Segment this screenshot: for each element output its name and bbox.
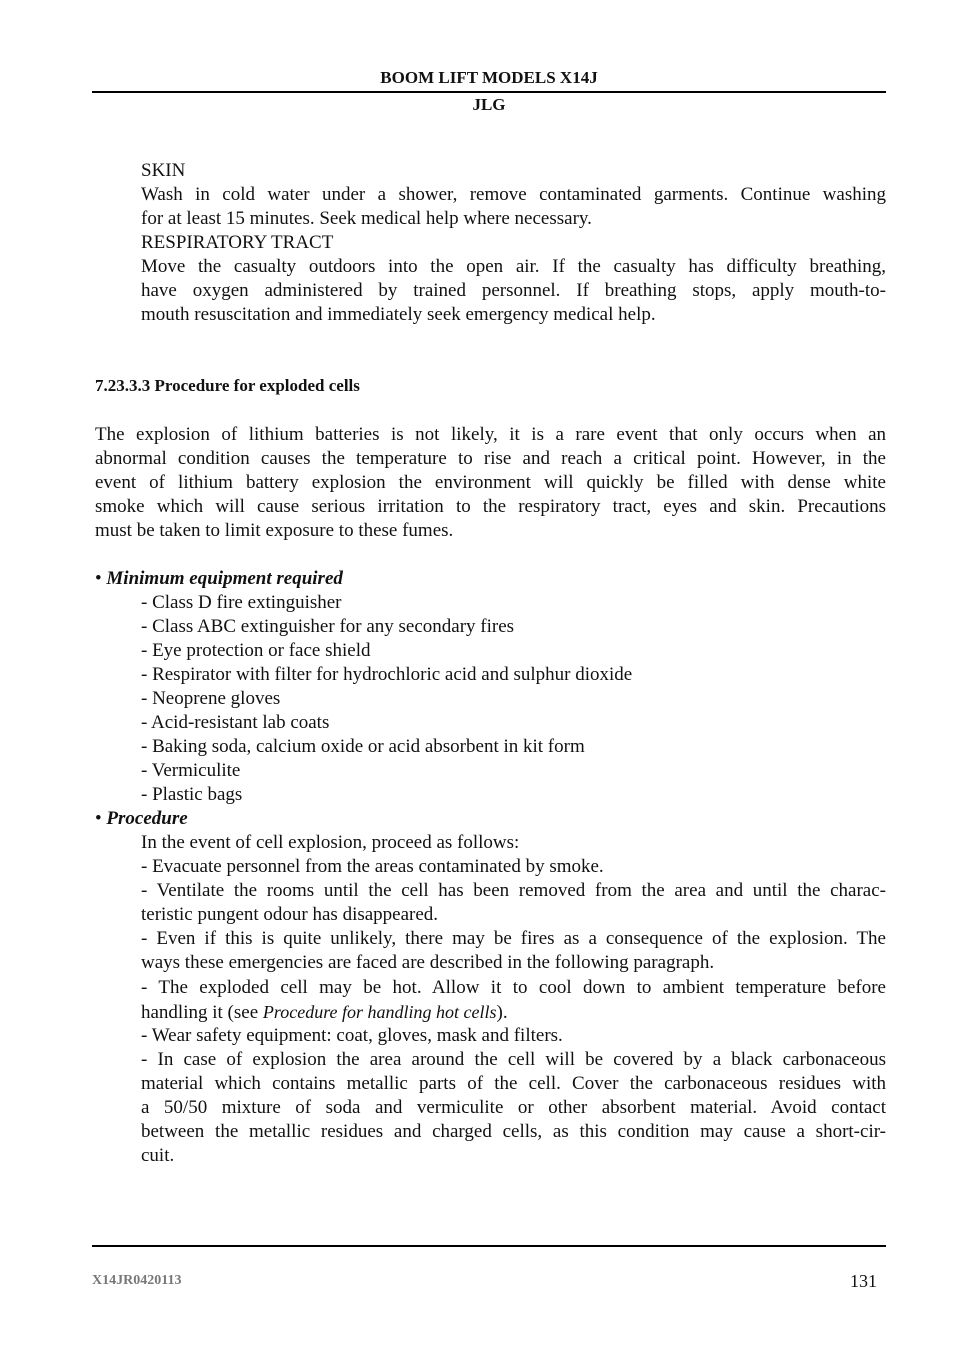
section-heading: 7.23.3.3 Procedure for exploded cells xyxy=(95,376,360,395)
text-line: teristic pungent odour has disappeared. xyxy=(141,904,439,925)
text-line: ways these emergencies are faced are described in the following paragraph. xyxy=(141,952,715,973)
text-line: smoke which will cause serious irritation to the respiratory tract, eyes and skin. Precautions xyxy=(95,496,886,517)
text-line: material which contains metallic parts of the cell. Cover the carbonaceous residues with xyxy=(141,1073,886,1094)
procedure-heading xyxy=(95,807,188,831)
page-number: 131 xyxy=(850,1271,877,1291)
list-item: - Vermiculite xyxy=(141,760,241,781)
list-item: - Plastic bags xyxy=(141,784,243,805)
footer-rule xyxy=(92,1245,886,1247)
list-item: - Baking soda, calcium oxide or acid absorbent in kit form xyxy=(141,736,585,757)
list-item: - Eye protection or face shield xyxy=(141,640,371,661)
text-line: Move the casualty outdoors into the open air. If the casualty has difficulty breathing, xyxy=(141,256,886,277)
list-item: - Class D fire extinguisher xyxy=(141,592,342,613)
text-line: - Even if this is quite unlikely, there may be fires as a consequence of the explosion. The xyxy=(141,928,886,949)
resp-label: RESPIRATORY TRACT xyxy=(141,232,334,253)
text-line: must be taken to limit exposure to these fumes. xyxy=(95,520,454,541)
cross-reference: Procedure for handling hot cells xyxy=(262,1002,497,1022)
text-line xyxy=(141,1000,508,1025)
skin-label: SKIN xyxy=(141,160,186,181)
equipment-label: Minimum equipment required xyxy=(106,568,343,589)
text-line: cuit. xyxy=(141,1145,175,1166)
text-line: abnormal condition causes the temperature to rise and reach a critical point. However, in the xyxy=(95,448,886,469)
text: handling it (see xyxy=(141,1002,263,1023)
text-line: between the metallic residues and charged cells, as this condition may cause a short-cir- xyxy=(141,1121,886,1142)
text-line: - The exploded cell may be hot. Allow it to cool down to ambient temperature before xyxy=(141,977,886,998)
text-line: - Ventilate the rooms until the cell has been removed from the area and until the charac- xyxy=(141,880,886,901)
text-line: - In case of explosion the area around the cell will be covered by a black carbonaceous xyxy=(141,1049,886,1070)
doc-code: X14JR0420113 xyxy=(92,1273,182,1288)
header-brand: JLG xyxy=(472,95,506,114)
text-line: In the event of cell explosion, proceed as follows: xyxy=(141,832,520,853)
equipment-heading xyxy=(95,567,343,591)
header-title: BOOM LIFT MODELS X14J xyxy=(380,68,598,87)
text-line: - Wear safety equipment: coat, gloves, mask and filters. xyxy=(141,1025,563,1046)
list-item: - Neoprene gloves xyxy=(141,688,281,709)
bullet: • xyxy=(95,808,102,829)
text-line: mouth resuscitation and immediately seek emergency medical help. xyxy=(141,304,656,325)
procedure-label: Procedure xyxy=(106,808,188,829)
text-line: Wash in cold water under a shower, remove contaminated garments. Continue washing xyxy=(141,184,886,205)
list-item: - Respirator with filter for hydrochloric acid and sulphur dioxide xyxy=(141,664,633,685)
text: ). xyxy=(496,1002,508,1023)
header-rule xyxy=(92,91,886,93)
text-line: have oxygen administered by trained personnel. If breathing stops, apply mouth-to- xyxy=(141,280,886,301)
text-line: The explosion of lithium batteries is not likely, it is a rare event that only occurs when an xyxy=(95,424,886,445)
bullet: • xyxy=(95,568,102,589)
text-line: for at least 15 minutes. Seek medical help where necessary. xyxy=(141,208,592,229)
list-item: - Class ABC extinguisher for any secondary fires xyxy=(141,616,515,637)
text-line: a 50/50 mixture of soda and vermiculite or other absorbent material. Avoid contact xyxy=(141,1097,886,1118)
list-item: - Acid-resistant lab coats xyxy=(141,712,330,733)
text-line: - Evacuate personnel from the areas contaminated by smoke. xyxy=(141,856,604,877)
text-line: event of lithium battery explosion the environment will quickly be filled with dense white xyxy=(95,472,886,493)
